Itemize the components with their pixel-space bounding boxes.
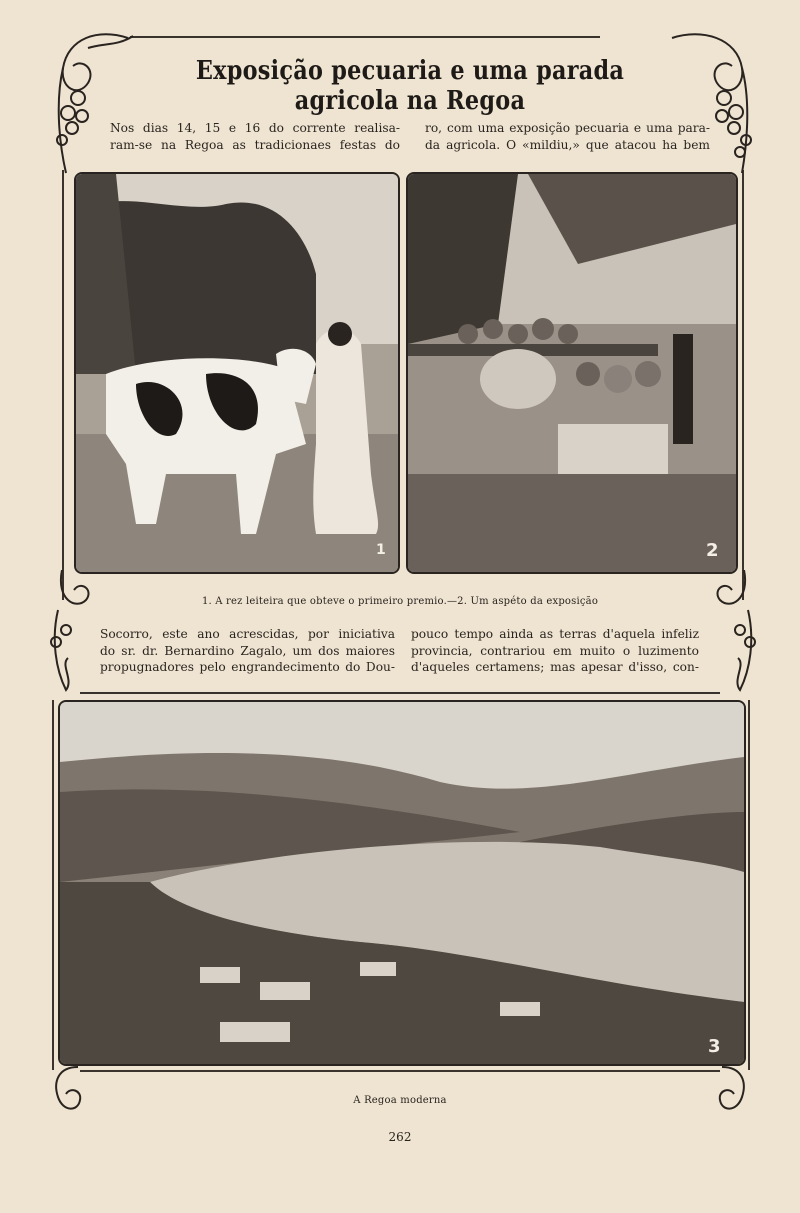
- photo-regoa-landscape: [58, 700, 746, 1066]
- text-line: da agricola. O «mildiu,» que atacou ha bem: [425, 137, 710, 152]
- frame-mid-rule: [80, 692, 720, 694]
- middle-left-column: [100, 626, 395, 676]
- text-line: Socorro, este ano acrescidas, por iniciativa: [100, 627, 395, 641]
- photo-cow: [74, 172, 400, 574]
- text-line: ro, com uma exposição pecuaria e uma para-: [425, 121, 710, 135]
- ornament-top-right: [662, 28, 762, 178]
- text-line: Nos dias 14, 15 e 16 do corrente realisa-: [110, 121, 400, 135]
- ornament-right-mid: [700, 570, 760, 700]
- text-line: pouco tempo ainda as terras d'aquela infeliz: [411, 627, 699, 641]
- text-line: propugnadores pelo engrandecimento do Dou-: [100, 660, 395, 674]
- photo-caption-bottom: A Regoa moderna: [353, 1095, 447, 1106]
- text-line: ram-se na Regoa as tradicionaes festas do: [110, 137, 400, 152]
- ornament-left-mid: [46, 570, 106, 700]
- ornament-bottom-left: [48, 1062, 88, 1117]
- intro-left-column: [110, 120, 400, 153]
- photo-caption-top: 1. A rez leiteira que obteve o primeiro premio.—2. Um aspéto da exposição: [201, 596, 599, 607]
- photo-number: 2: [706, 540, 719, 561]
- article-title: Exposição pecuaria e uma parada agricola na Regoa: [195, 56, 625, 116]
- frame-left-lower-rule: [52, 700, 54, 1070]
- text-line: provincia, contrariou em muito o luzimento: [411, 643, 699, 658]
- text-line: d'aqueles certamens; mas apesar d'isso, con-: [411, 660, 699, 674]
- frame-top-rule: [130, 36, 600, 38]
- frame-right-lower-rule: [748, 700, 750, 1070]
- text-line: do sr. dr. Bernardino Zagalo, um dos maiores: [100, 643, 395, 658]
- photo-exposition: [406, 172, 738, 574]
- photo-number: 3: [708, 1036, 721, 1057]
- page-number: 262: [388, 1130, 412, 1144]
- frame-bottom-rule: [80, 1070, 720, 1072]
- photo-number: 1: [376, 542, 386, 558]
- frame-left-rule: [62, 170, 64, 600]
- intro-right-column: [425, 120, 710, 153]
- frame-right-rule: [742, 170, 744, 600]
- middle-right-column: [411, 626, 699, 676]
- ornament-bottom-right: [712, 1062, 752, 1117]
- ornament-top-left: [48, 28, 138, 178]
